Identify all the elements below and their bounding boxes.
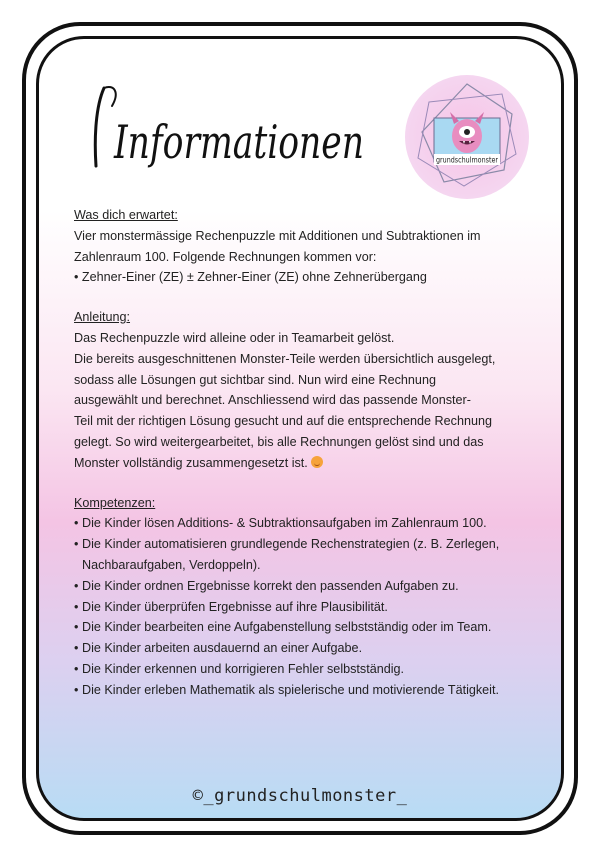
text-line [74,453,534,474]
bullet-text: Zehner-Einer (ZE) ± Zehner-Einer (ZE) ohne Zehnerübergang [81,270,427,285]
list-item: • Die Kinder automatisieren grundlegende Rechenstrategien (z. B. Zerlegen, [74,534,534,555]
logo-text: grundschulmonster [436,155,499,165]
bullet-item: • Zehner-Einer (ZE) ± Zehner-Einer (ZE) ohne Zehnerübergang [74,270,427,285]
text-line: Das Rechenpuzzle wird alleine oder in Teamarbeit gelöst. [74,330,395,345]
text-line: gelegt. So wird weitergearbeitet, bis alle Rechnungen gelöst sind und das [74,434,484,449]
text-line: Vier monstermässige Rechenpuzzle mit Additionen und Subtraktionen im [74,228,481,243]
list-item: • Die Kinder überprüfen Ergebnisse auf ihre Plausibilität. [74,597,534,618]
list-item: • Die Kinder ordnen Ergebnisse korrekt den passenden Aufgaben zu. [74,576,534,597]
content [74,205,534,701]
competency-list-continued [74,576,534,701]
text-line: Zahlenraum 100. Folgende Rechnungen kommen vor: [74,249,377,264]
brand-logo [404,74,530,200]
section-heading-instructions: Anleitung: [74,310,131,325]
list-item-continuation: Nachbaraufgaben, Verdoppeln). [82,557,261,572]
text-line: Die bereits ausgeschnittenen Monster-Teile werden übersichtlich ausgelegt, [74,351,496,366]
text-line: ausgewählt und berechnet. Anschliessend wird das passende Monster- [74,393,471,408]
footer-handle: ©_grundschulmonster_ [192,786,408,806]
competency-list [74,513,534,555]
page-title [74,66,374,186]
section-heading-intro: Was dich erwartet: [74,208,178,222]
text-line: Teil mit der richtigen Lösung gesucht und auf die entsprechende Rechnung [74,414,492,429]
list-item: • Die Kinder erleben Mathematik als spielerische und motivierende Tätigkeit. [74,680,534,701]
text-line: sodass alle Lösungen gut sichtbar sind. Nun wird eine Rechnung [74,372,436,387]
list-item: • Die Kinder bearbeiten eine Aufgabenstellung selbstständig oder im Team. [74,617,534,638]
list-item: • Die Kinder arbeiten ausdauernd an einer Aufgabe. [74,638,534,659]
page-title-text: Informationen [113,115,364,169]
list-item: • Die Kinder lösen Additions- & Subtraktionsaufgaben im Zahlenraum 100. [74,513,534,534]
text-line-last: Monster vollständig zusammengesetzt ist. [74,455,308,470]
section-heading-competencies: Kompetenzen: [74,495,156,510]
list-item: • Die Kinder erkennen und korrigieren Fehler selbstständig. [74,659,534,680]
smiley-icon [311,456,323,468]
